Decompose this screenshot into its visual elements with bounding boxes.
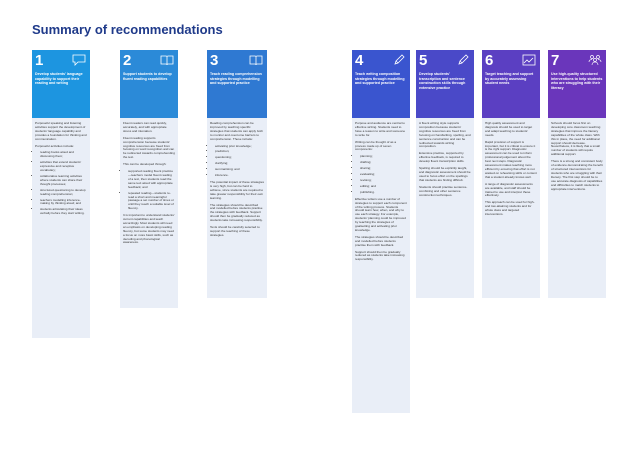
body-paragraph: Fluent reading supports comprehension because students' cognitive resources are freed from focusing on word recognition and can be redirected towards comprehending the text.	[123, 135, 175, 160]
card-title: Teach writing composition strategies through modelling and supported practice	[355, 72, 405, 86]
card-title: Use high-quality structured interventions to help students who are struggling with their literacy	[551, 72, 603, 90]
card-header	[548, 50, 606, 118]
body-paragraph: The strategies should be described and modelled before students practise the strategies with feedback. Support should then be gradually reduced as students take increasing responsibility.	[210, 202, 263, 223]
line-chart-icon	[522, 53, 536, 65]
recommendation-card-3	[207, 50, 267, 298]
body-paragraph: This can be developed through:	[123, 162, 167, 167]
list-item: • questioning;	[215, 156, 264, 160]
open-book-icon	[249, 53, 263, 65]
body-paragraph: A range of diagnostic assessments are available, and staff should be trained to use and interpret these effectively.	[485, 181, 533, 198]
card-header	[207, 50, 267, 118]
bullet-list	[210, 145, 264, 178]
body-paragraph: Effective writers use a number of strategies to support each component of the writing process. Students should learn how, when, and why to use each strategy. For example, students' planning could be improved by teaching the strategies of goalsetting and activating prior knowledge.	[355, 196, 407, 232]
card-body	[352, 118, 410, 413]
list-item: • publishing.	[360, 191, 407, 195]
card-body	[548, 118, 606, 298]
list-item: • collaborative learning activities where students can share their thought processes;	[40, 175, 87, 187]
card-title: Develop students' language capability to support their reading and writing	[35, 72, 83, 86]
list-item: • editing; and	[360, 185, 407, 189]
list-item: • inference.	[215, 174, 264, 178]
bullet-list	[123, 170, 175, 211]
card-body	[482, 118, 540, 298]
card-title: Target teaching and support by accurately assessing student needs	[485, 72, 534, 86]
card-header	[482, 50, 540, 118]
body-paragraph: Students should practise sentence-combining and other sentence construction techniques.	[419, 184, 468, 197]
list-item: • activating prior knowledge;	[215, 145, 264, 149]
list-item: • revising;	[360, 179, 407, 183]
list-item: • drafting;	[360, 161, 407, 165]
body-paragraph: A fluent writing style supports composition because students' cognitive resources are freed from focusing on handwriting, spelling, and sentence construction and can be redirected towards writing composition.	[419, 121, 471, 149]
bullet-list	[35, 151, 87, 216]
body-paragraph: Extensive practice, supported by effective feedback, is required to develop fluent transcription skills.	[419, 151, 465, 164]
body-paragraph: Writing can be thought of as a process made up of seven components:	[355, 139, 397, 152]
pencil-icon	[456, 53, 470, 65]
list-item: • prediction;	[215, 150, 264, 154]
card-number: 4	[355, 52, 364, 69]
card-number: 6	[485, 52, 494, 69]
list-item: • evaluating;	[360, 173, 407, 177]
body-paragraph: Purpose and audience are central to effective writing. Students need to have a reason to write and someone to write for.	[355, 121, 406, 137]
body-paragraph: There is a strong and consistent body of evidence demonstrating the benefit of structured interventions for students who are struggling with their literacy. The first step should be to use accurate diagnosis of capabilities and difficulties to match students to appropriate interventions.	[551, 159, 603, 191]
list-item: • supported reading fluent practice—teachers model fluent reading of a text, then students read the same text aloud with appropriate feedback; and	[128, 170, 175, 190]
bullet-list	[355, 155, 407, 194]
body-paragraph: The strategies should be described and modelled before students practise them with feedback.	[355, 234, 404, 247]
body-paragraph: Schools should focus first on developing core classroom teaching strategies that improve the literacy capabilities of the whole class. With this in place, the need for additional support should decrease. Nevertheless, it is likely that a small number of students will require additional support.	[551, 121, 601, 157]
recommendation-card-1	[32, 50, 90, 338]
card-header	[352, 50, 410, 118]
pencil-icon	[392, 53, 406, 65]
body-paragraph: Purposeful activities include:	[35, 143, 75, 148]
people-group-icon	[588, 53, 602, 65]
list-item: • students articulating their ideas verbally before they start writing.	[40, 208, 87, 216]
body-paragraph: Purposeful speaking and listening activities support the development of students' language capability and provides a foundation for thinking and communication.	[35, 121, 87, 141]
card-title: Support students to develop fluent reading capabilities	[123, 72, 172, 81]
list-item: • structured questioning to develop reading comprehension;	[40, 189, 87, 197]
card-number: 5	[419, 52, 428, 69]
open-book-icon	[160, 53, 174, 65]
body-paragraph: Reading comprehension can be improved by teaching specific strategies that students can apply both to monitor and overcome barriers to comprehension. These include:	[210, 121, 263, 141]
recommendation-card-5	[416, 50, 474, 298]
recommendation-card-6	[482, 50, 540, 298]
card-header	[416, 50, 474, 118]
list-item: • sharing;	[360, 167, 407, 171]
body-paragraph: Rapid provision of support is important, but it is critical to ensure it is the right support. Diagnostic assessment can be used to inform professional judgement about the best next steps. Diagnostic assessment makes teaching more efficient by ensuring that effort is not wasted on rehearsing skills or content that a student already knows well.	[485, 139, 537, 179]
card-body	[207, 118, 267, 298]
body-paragraph: High quality assessment and diagnosis should be used to target and adapt teaching to students' needs.	[485, 121, 533, 137]
recommendation-card-7	[548, 50, 606, 298]
body-paragraph: It is important to understand students' current capabilities and teach accordingly. Most students will need an emphasis on developing reading fluency, but some students may need a focus on more basic skills, such as decoding and phonological awareness.	[123, 213, 175, 245]
recommendation-card-4	[352, 50, 410, 413]
body-paragraph: This approach can be used for high- and low-attaining students and for whole class and targeted interventions.	[485, 200, 535, 217]
speech-bubble-icon	[72, 53, 86, 65]
card-number: 2	[123, 52, 132, 69]
card-number: 1	[35, 52, 44, 69]
list-item: • repeated reading—students re-read a short and meaningful passage a set number of times or until they reach a suitable level of fluency.	[128, 192, 175, 212]
list-item: • reading books aloud and discussing them;	[40, 151, 87, 159]
list-item: • teachers modelling inference-making by thinking aloud; and	[40, 199, 87, 207]
body-paragraph: Texts should be carefully selected to support the teaching of these strategies.	[210, 225, 260, 237]
card-number: 3	[210, 52, 219, 69]
card-title: Teach reading comprehension strategies through modelling and supported practice	[210, 72, 262, 86]
card-header	[120, 50, 178, 118]
list-item: • clarifying;	[215, 162, 264, 166]
card-body	[416, 118, 474, 298]
card-title: Develop students' transcription and sentence construction skills through extensive practice	[419, 72, 466, 90]
card-header	[32, 50, 90, 118]
list-item: • planning;	[360, 155, 407, 159]
page-title: Summary of recommendations	[32, 22, 223, 37]
body-paragraph: Fluent readers can read quickly, accurately, and with appropriate stress and intonation.	[123, 121, 167, 133]
body-paragraph: Support should then be gradually reduced as students take increasing responsibility.	[355, 249, 405, 262]
recommendation-card-2	[120, 50, 178, 308]
card-number: 7	[551, 52, 560, 69]
body-paragraph: The potential impact of these strategies is very high, but can be hard to achieve, since students are required to take greater responsibility for their own learning.	[210, 179, 264, 200]
list-item: • summarising; and	[215, 168, 264, 172]
list-item: • activities that extend students' expressive and receptive vocabulary;	[40, 161, 87, 173]
card-body	[32, 118, 90, 338]
card-body	[120, 118, 178, 308]
body-paragraph: Spelling should be explicitly taught, and diagnostic assessment should be used to focus effort on the spellings that students are finding difficult.	[419, 166, 471, 182]
